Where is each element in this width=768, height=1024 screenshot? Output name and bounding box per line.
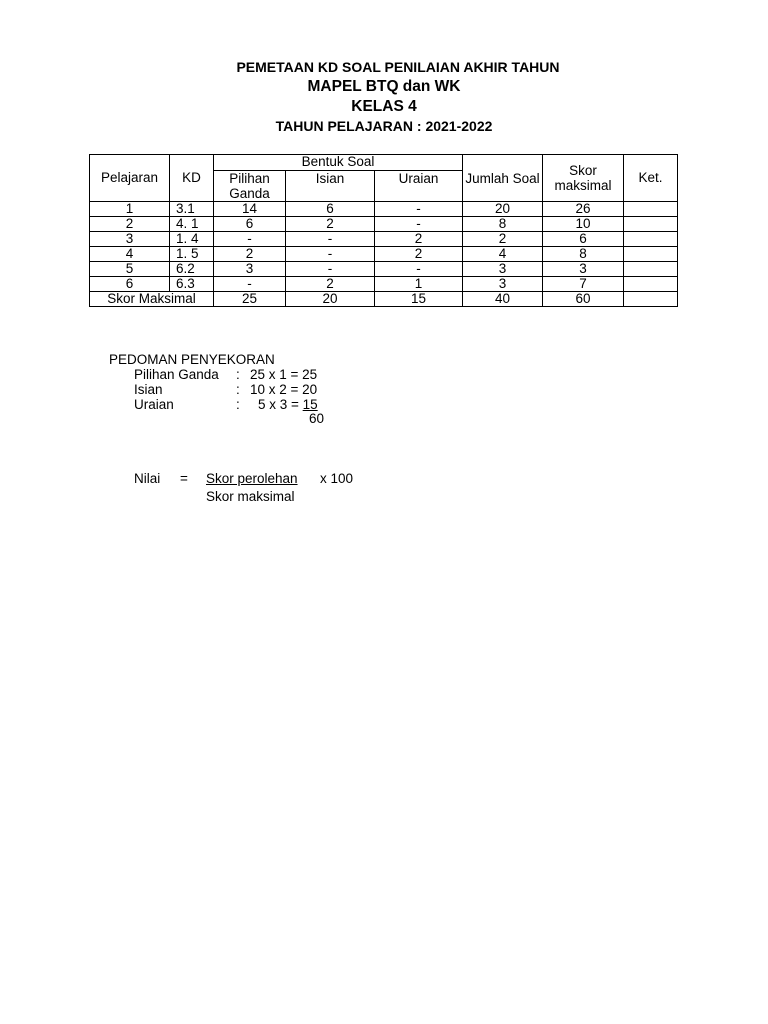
header-pelajaran: Pelajaran [90, 155, 170, 202]
cell-ket [624, 277, 678, 292]
cell-uraian: 2 [375, 247, 463, 262]
cell-pilihan-ganda: 2 [214, 247, 286, 262]
cell-skor-maksimal: 8 [543, 247, 624, 262]
pedoman-formula-pilihan-ganda [250, 367, 317, 382]
pedoman-colon: : [236, 382, 240, 397]
cell-pelajaran: 5 [90, 262, 170, 277]
table-total-row [90, 292, 678, 307]
header-isian: Isian [286, 171, 375, 202]
cell-jumlah-soal: 8 [463, 217, 543, 232]
cell-pelajaran: 3 [90, 232, 170, 247]
cell-isian: 6 [286, 202, 375, 217]
cell-jumlah-soal: 20 [463, 202, 543, 217]
header-uraian: Uraian [375, 171, 463, 202]
cell-uraian: 1 [375, 277, 463, 292]
cell-jumlah-soal: 3 [463, 277, 543, 292]
header-jumlah-soal: Jumlah Soal [463, 155, 543, 202]
cell-kd: 1. 5 [170, 247, 214, 262]
cell-skor-maksimal: 3 [543, 262, 624, 277]
header-ket: Ket. [624, 155, 678, 202]
cell-jumlah-soal: 2 [463, 232, 543, 247]
cell-isian: - [286, 247, 375, 262]
formula-text: 25 x 1 = [250, 367, 303, 382]
total-jumlah-soal: 40 [463, 292, 543, 307]
cell-skor-maksimal: 7 [543, 277, 624, 292]
pedoman-colon: : [236, 397, 240, 412]
cell-kd: 3.1 [170, 202, 214, 217]
cell-pelajaran: 2 [90, 217, 170, 232]
cell-isian: 2 [286, 277, 375, 292]
total-uraian: 15 [375, 292, 463, 307]
cell-skor-maksimal: 10 [543, 217, 624, 232]
total-skor-maksimal: 60 [543, 292, 624, 307]
pedoman-formula-isian [250, 382, 317, 397]
cell-kd: 6.3 [170, 277, 214, 292]
cell-pelajaran: 1 [90, 202, 170, 217]
table-row [90, 262, 678, 277]
cell-skor-maksimal: 6 [543, 232, 624, 247]
cell-ket [624, 247, 678, 262]
subject-title: MAPEL BTQ dan WK [307, 78, 461, 95]
table-header-row [90, 155, 678, 171]
pedoman-colon: : [236, 367, 240, 382]
table-row [90, 217, 678, 232]
cell-pilihan-ganda: - [214, 232, 286, 247]
cell-uraian: 2 [375, 232, 463, 247]
total-isian: 20 [286, 292, 375, 307]
cell-skor-maksimal: 26 [543, 202, 624, 217]
cell-jumlah-soal: 3 [463, 262, 543, 277]
table-row [90, 202, 678, 217]
nilai-equals: = [180, 471, 188, 486]
document-title: PEMETAAN KD SOAL PENILAIAN AKHIR TAHUN [236, 59, 560, 75]
nilai-numerator: Skor perolehan [206, 471, 298, 486]
cell-uraian: - [375, 262, 463, 277]
cell-uraian: - [375, 217, 463, 232]
cell-jumlah-soal: 4 [463, 247, 543, 262]
cell-pelajaran: 6 [90, 277, 170, 292]
cell-pilihan-ganda: 3 [214, 262, 286, 277]
pedoman-formula-uraian [258, 397, 318, 412]
kd-mapping-table [89, 154, 678, 307]
table-row [90, 277, 678, 292]
pedoman-label-pilihan-ganda: Pilihan Ganda [134, 367, 219, 382]
nilai-label: Nilai [134, 471, 161, 486]
class-title: KELAS 4 [351, 98, 417, 115]
formula-result: 15 [302, 397, 318, 412]
cell-isian: - [286, 262, 375, 277]
school-year-title: TAHUN PELAJARAN : 2021-2022 [275, 118, 493, 134]
pedoman-label-isian: Isian [134, 382, 163, 397]
table-row [90, 247, 678, 262]
cell-isian: - [286, 232, 375, 247]
formula-result: 20 [302, 382, 318, 397]
total-pilihan-ganda: 25 [214, 292, 286, 307]
total-ket [624, 292, 678, 307]
table-row [90, 232, 678, 247]
cell-kd: 1. 4 [170, 232, 214, 247]
header-bentuk-soal: Bentuk Soal [214, 155, 463, 171]
pedoman-total: 60 [309, 411, 325, 426]
header-skor-maksimal: Skor maksimal [543, 155, 624, 202]
cell-ket [624, 202, 678, 217]
cell-pilihan-ganda: 14 [214, 202, 286, 217]
cell-kd: 6.2 [170, 262, 214, 277]
nilai-denominator: Skor maksimal [206, 489, 295, 504]
cell-ket [624, 262, 678, 277]
nilai-multiplier: x 100 [320, 471, 354, 486]
pedoman-title: PEDOMAN PENYEKORAN [109, 352, 275, 367]
header-kd: KD [170, 155, 214, 202]
cell-ket [624, 232, 678, 247]
cell-uraian: - [375, 202, 463, 217]
cell-kd: 4. 1 [170, 217, 214, 232]
cell-isian: 2 [286, 217, 375, 232]
cell-pilihan-ganda: - [214, 277, 286, 292]
formula-text: 10 x 2 = [250, 382, 303, 397]
cell-pelajaran: 4 [90, 247, 170, 262]
cell-pilihan-ganda: 6 [214, 217, 286, 232]
pedoman-label-uraian: Uraian [134, 397, 174, 412]
total-label: Skor Maksimal [90, 292, 214, 307]
cell-ket [624, 217, 678, 232]
formula-result: 25 [302, 367, 318, 382]
header-pilihan-ganda: Pilihan Ganda [214, 171, 286, 202]
formula-text: 5 x 3 = [258, 397, 303, 412]
